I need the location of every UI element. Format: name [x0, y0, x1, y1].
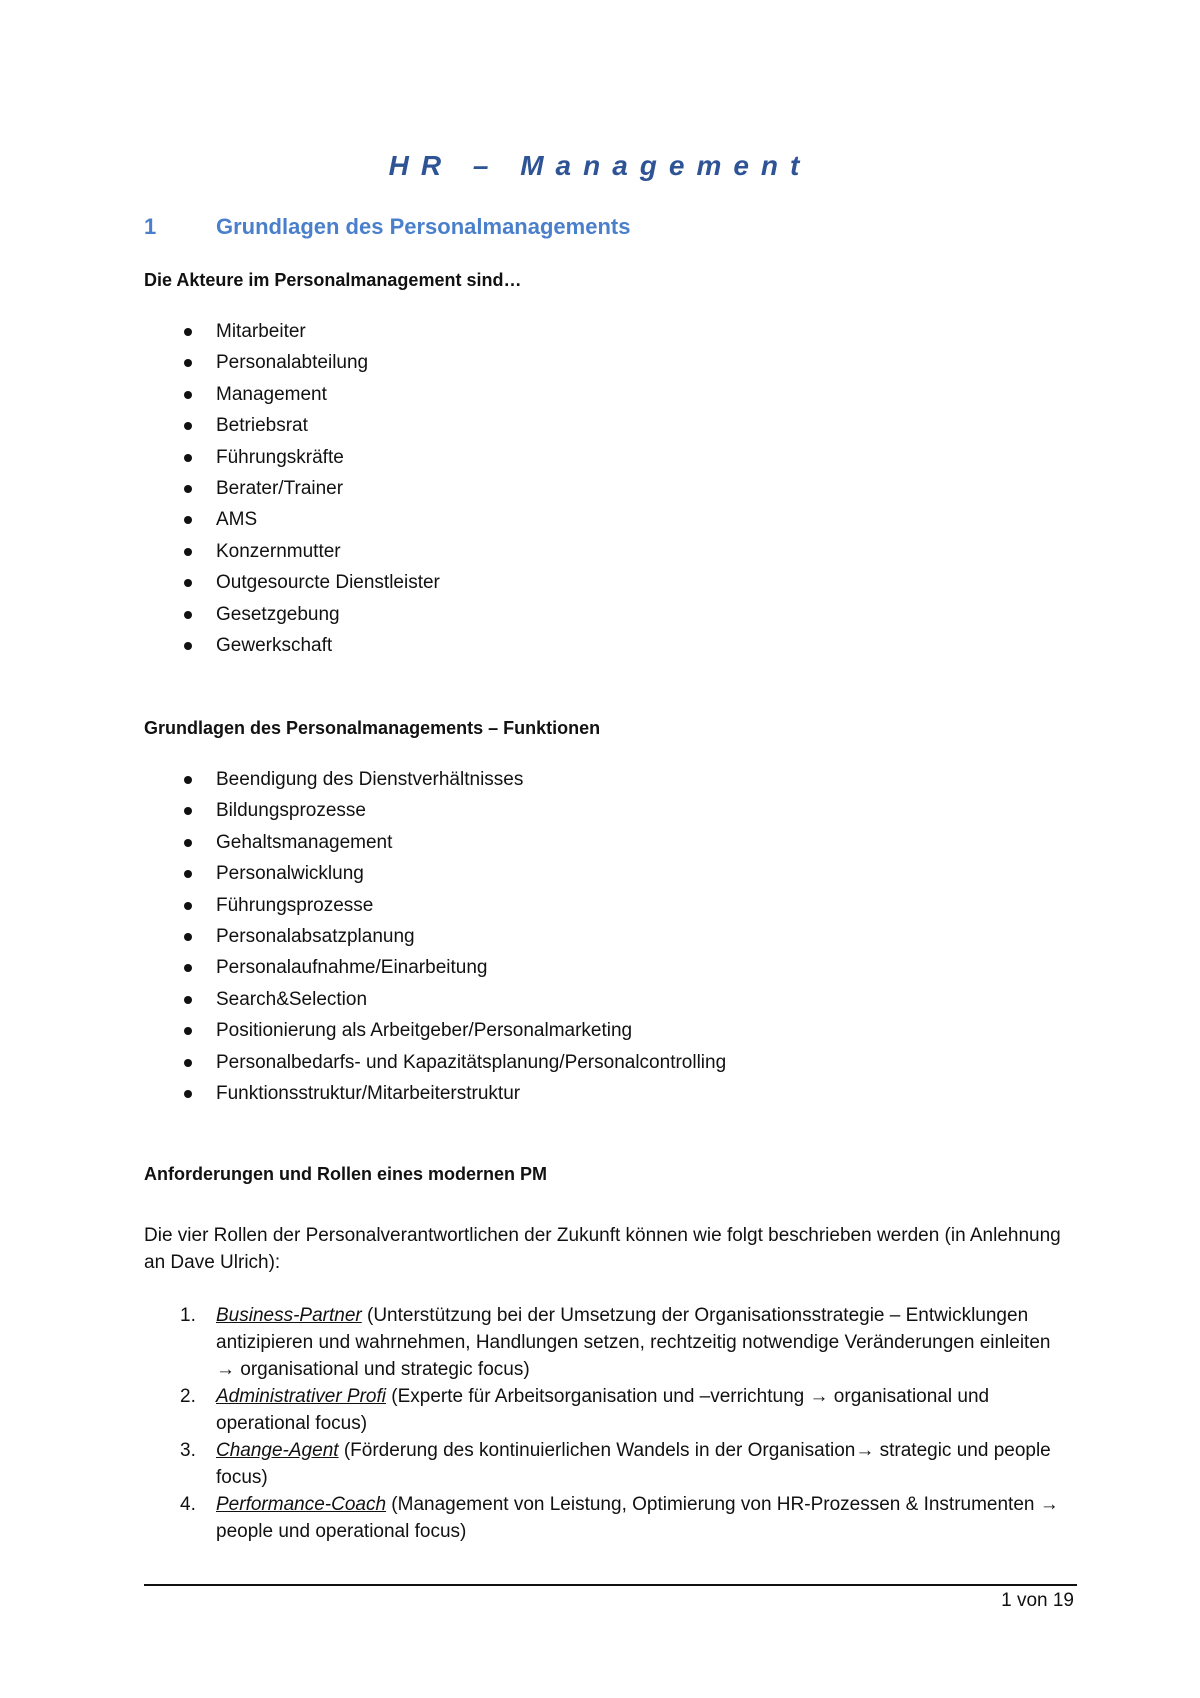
list-item-text: Personalabteilung: [216, 352, 369, 374]
list-item: [144, 567, 440, 598]
role-item: [144, 1437, 1074, 1491]
list-item: [144, 1047, 726, 1078]
arrow-right-icon: →: [809, 1386, 829, 1407]
list-item-text: Betriebsrat: [216, 415, 308, 437]
bullet-icon: [184, 642, 192, 650]
document-title: HR – Management: [388, 150, 812, 181]
list-item-text: Outgesourcte Dienstleister: [216, 572, 440, 594]
section-title: Grundlagen des Personalmanagements: [216, 214, 631, 239]
role-name: Business-Partner: [216, 1305, 362, 1326]
functions-list: [144, 764, 726, 1109]
list-item: [144, 1015, 726, 1046]
role-number: 3.: [180, 1440, 196, 1461]
list-item: [144, 1078, 726, 1109]
section-heading: [144, 214, 630, 240]
list-item: [144, 921, 726, 952]
role-number: 4.: [180, 1494, 196, 1515]
arrow-right-icon: →: [1039, 1494, 1059, 1515]
list-item: [144, 984, 726, 1015]
list-item-text: Berater/Trainer: [216, 477, 344, 499]
bullet-icon: [184, 485, 192, 493]
list-item-text: Gewerkschaft: [216, 634, 333, 656]
role-description: (Management von Leistung, Optimierung von HR-Prozessen & Instrumenten: [386, 1494, 1040, 1515]
roles-list: [144, 1302, 1074, 1545]
role-name: Change-Agent: [216, 1440, 339, 1461]
list-item-text: Mitarbeiter: [216, 321, 306, 342]
list-item-text: Personalabsatzplanung: [216, 925, 415, 947]
bullet-icon: [184, 391, 192, 399]
bullet-icon: [184, 359, 192, 367]
role-item: [144, 1491, 1074, 1545]
bullet-icon: [184, 839, 192, 847]
bullet-icon: [184, 422, 192, 430]
list-item-text: Personalbedarfs- und Kapazitätsplanung/Personalcontrolling: [216, 1051, 727, 1073]
roles-heading: Anforderungen und Rollen eines modernen PM: [144, 1164, 548, 1184]
bullet-icon: [184, 516, 192, 524]
list-item-text: Funktionsstruktur/Mitarbeiterstruktur: [216, 1082, 521, 1104]
list-item-text: Positionierung als Arbeitgeber/Personalmarketing: [216, 1020, 633, 1042]
bullet-icon: [184, 964, 192, 972]
role-description: (Förderung des kontinuierlichen Wandels in der Organisation: [338, 1440, 856, 1461]
list-item-text: Search&Selection: [216, 988, 368, 1010]
list-item: [144, 599, 440, 630]
footer-divider: [144, 1584, 1077, 1586]
list-item: [144, 473, 440, 504]
list-item: [144, 858, 726, 889]
list-item-text: Führungskräfte: [216, 446, 344, 468]
list-item: [144, 442, 440, 473]
list-item: [144, 952, 726, 983]
list-item-text: Gesetzgebung: [216, 603, 340, 625]
bullet-icon: [184, 328, 192, 336]
list-item-text: Management: [216, 383, 327, 405]
role-item: [144, 1302, 1074, 1383]
page-number: 1 von 19: [1001, 1590, 1074, 1611]
list-item: [144, 504, 440, 535]
list-item: [144, 795, 726, 826]
bullet-icon: [184, 579, 192, 587]
bullet-icon: [184, 996, 192, 1004]
list-item-text: Konzernmutter: [216, 540, 341, 562]
list-item-text: Führungsprozesse: [216, 894, 374, 916]
list-item: [144, 890, 726, 921]
bullet-icon: [184, 454, 192, 462]
actors-heading: Die Akteure im Personalmanagement sind…: [144, 270, 522, 290]
role-number: 1.: [180, 1305, 196, 1326]
bullet-icon: [184, 870, 192, 878]
list-item: [144, 536, 440, 567]
arrow-right-icon: →: [216, 1359, 235, 1380]
role-description: (Unterstützung bei der Umsetzung der Organisationsstrategie – Entwicklungen antizipieren und wahrnehmen, Handlungen setzen, rechtzeitig notwendige Veränderungen einleiten: [216, 1305, 1051, 1353]
bullet-icon: [184, 776, 192, 784]
role-name: Administrativer Profi: [216, 1386, 386, 1407]
list-item-text: AMS: [216, 509, 258, 531]
list-item: [144, 630, 440, 661]
role-focus: organisational und strategic focus): [235, 1359, 530, 1380]
role-name: Performance-Coach: [216, 1494, 387, 1515]
bullet-icon: [184, 1059, 192, 1067]
list-item: [144, 827, 726, 858]
list-item-text: Personalaufnahme/Einarbeitung: [216, 957, 488, 979]
bullet-icon: [184, 1027, 192, 1035]
role-focus: strategic und people focus): [216, 1440, 1051, 1488]
actors-list: [144, 316, 440, 661]
role-item: [144, 1383, 1074, 1437]
arrow-right-icon: →: [855, 1440, 875, 1461]
bullet-icon: [184, 902, 192, 910]
role-number: 2.: [180, 1386, 196, 1407]
list-item: [144, 764, 726, 795]
list-item-text: Personalwicklung: [216, 863, 364, 885]
list-item-text: Bildungsprozesse: [216, 800, 366, 822]
role-description: (Experte für Arbeitsorganisation und –verrichtung: [386, 1386, 810, 1407]
bullet-icon: [184, 1090, 192, 1098]
list-item: [144, 410, 440, 441]
list-item-text: Beendigung des Dienstverhältnisses: [216, 769, 524, 790]
bullet-icon: [184, 548, 192, 556]
bullet-icon: [184, 933, 192, 941]
list-item: [144, 379, 440, 410]
functions-heading: Grundlagen des Personalmanagements – Funktionen: [144, 718, 601, 738]
roles-intro: Die vier Rollen der Personalverantwortlichen der Zukunft können wie folgt beschrieben werden (in Anlehnung an Dave Ulrich):: [144, 1225, 1061, 1273]
list-item: [144, 316, 440, 347]
bullet-icon: [184, 611, 192, 619]
role-focus: organisational und operational focus): [216, 1386, 990, 1434]
section-number: 1: [144, 214, 157, 239]
list-item-text: Gehaltsmanagement: [216, 831, 393, 853]
bullet-icon: [184, 807, 192, 815]
role-focus: people und operational focus): [216, 1521, 467, 1542]
list-item: [144, 347, 440, 378]
